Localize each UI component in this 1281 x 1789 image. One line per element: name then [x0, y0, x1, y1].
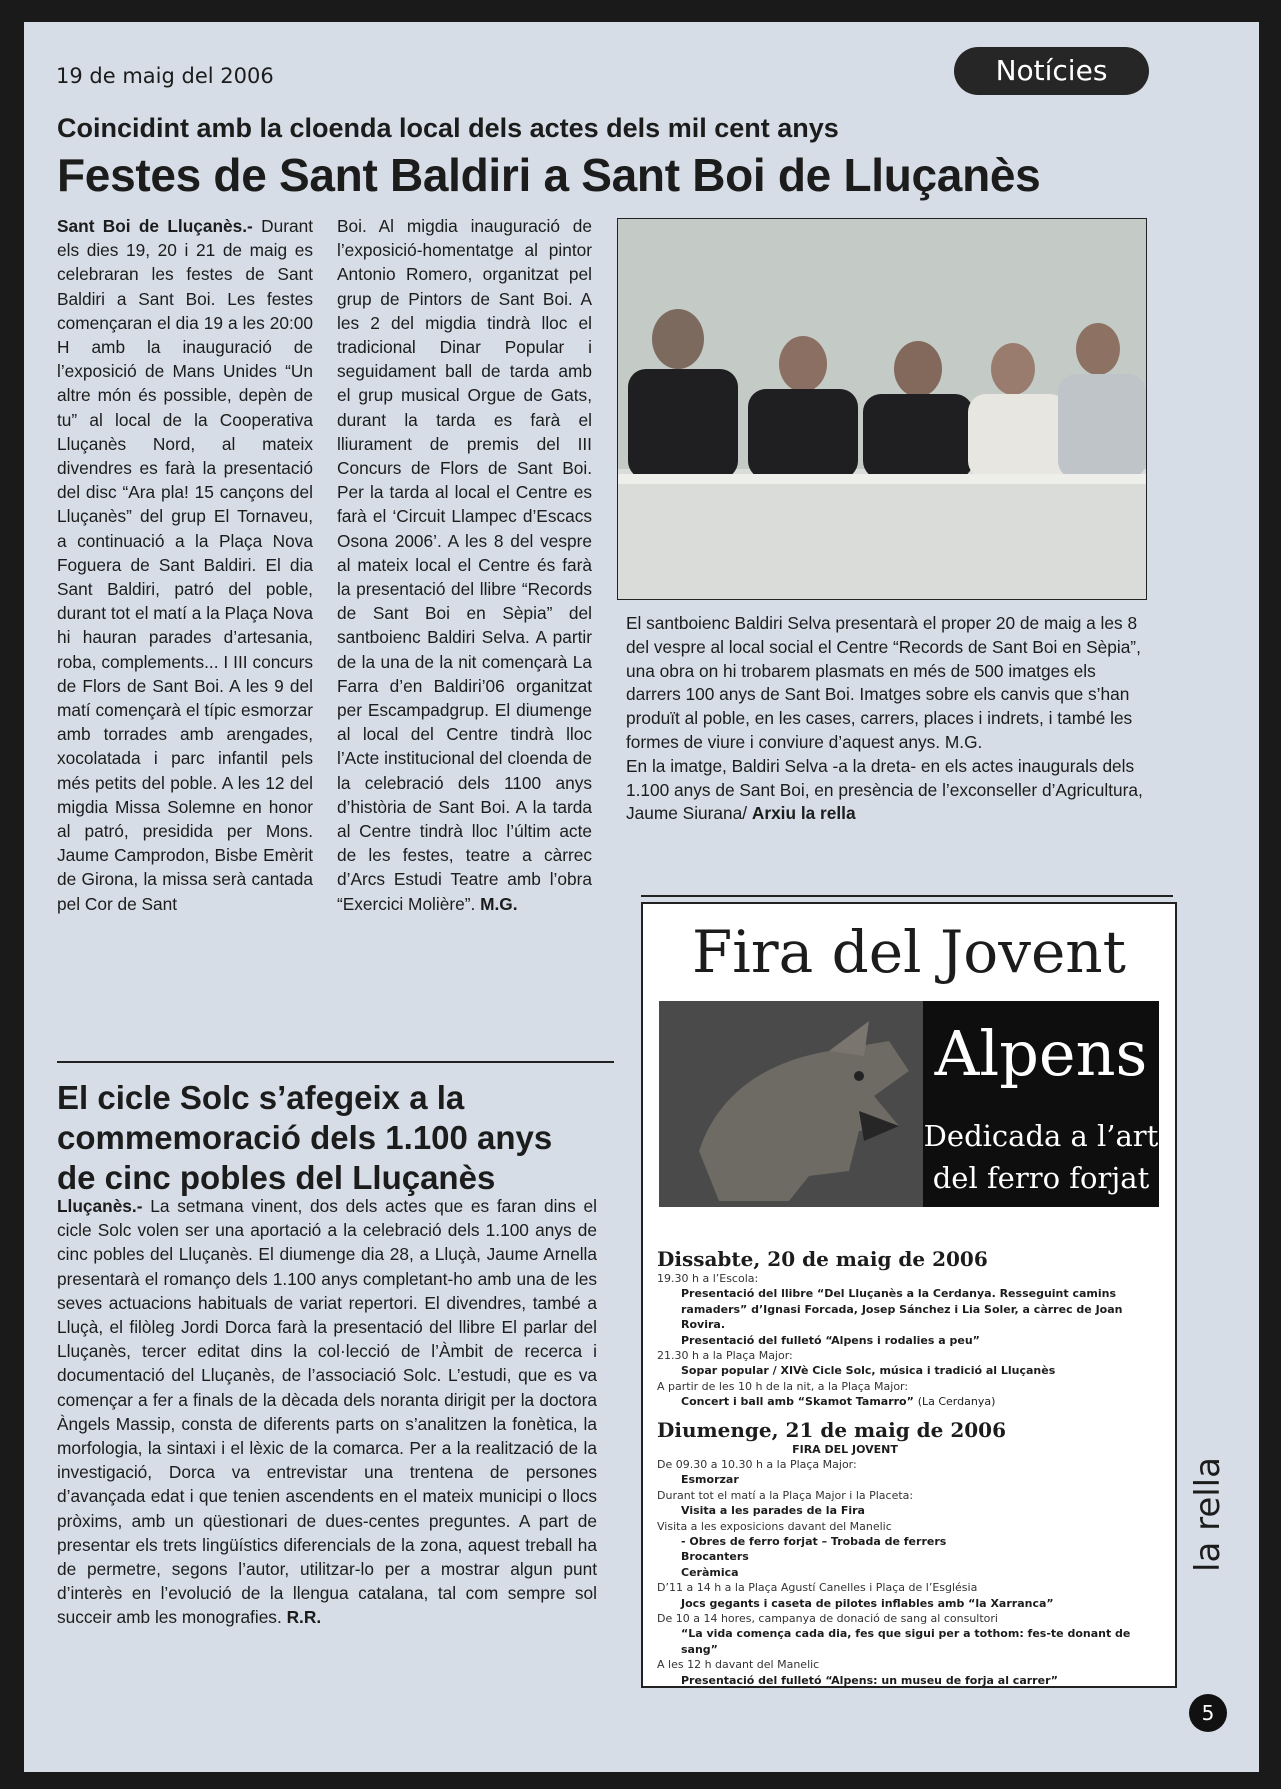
programme-event: - Obres de ferro forjat – Trobada de ferrers — [681, 1535, 947, 1549]
programme-event-text: Concert i ball amb “Skamot Tamarro” — [681, 1395, 914, 1409]
article-column-1 — [57, 214, 313, 916]
programme-time: De 09.30 a 10.30 h a la Plaça Major: — [657, 1458, 857, 1471]
programme-event: Sopar popular / XIVè Cicle Solc, música i tradició al Lluçanès — [681, 1364, 1056, 1378]
programme-event-note: (La Cerdanya) — [917, 1395, 996, 1409]
photo-caption — [626, 612, 1146, 826]
article2-body-text: La setmana vinent, dos dels actes que es faran dins el cicle Solc volen ser una aportació a la celebració dels 1.100 anys de cinc pobles del Lluçanès. El diumenge dia 28, a Lluçà, Jaume Arnella presentarà el romanço dels 1.100 anys completant-ho amb una de les seves actuacions habituals de variat repertori. El divendres, també a Lluçà, el filòleg Jordi Dorca farà la presentació del llibre El parlar del Lluçanès, tercer editat dins la col·lecció de l’Àmbit de recerca i documentació del Lluçanès, de l’associació Solc. L’estudi, que es va començar a fer a finals de la dècada dels noranta dirigit per la doctora Àngels Massip, consta de diferents parts on s’analitzen la fonètica, la morfologia, la sintaxi i el lèxic de la comarca. Per a la realització de la investigació, Dorca va entrevistar una trentena de persones d’avançada edat i que tenien ascendents en el mateix municipi o llocs pròxims, amb un qüestionari de dues-centes preguntes. A part de presentar els trets lingüístics diferencials de la zona, aquest treball ha de permetre, segons l’autor, utilitzar-lo per a mostrar algun punt d’interès en l’evolució de la llengua catalana, tal com sempre sol succeir amb les monografies. — [57, 1196, 597, 1628]
programme-event — [657, 1394, 1163, 1409]
ad-banner-line-2: del ferro forjat — [932, 1161, 1150, 1195]
article-column-2 — [337, 214, 592, 916]
programme-time: A les 12 h davant del Manelic — [657, 1658, 820, 1672]
programme-day-heading: Diumenge, 21 de maig de 2006 — [657, 1418, 1007, 1442]
article-dateline: Sant Boi de Lluçanès.- — [57, 216, 253, 236]
photo-illustration — [618, 219, 1146, 599]
ad-banner-text — [923, 1001, 1159, 1207]
article-signature: M.G. — [480, 893, 518, 914]
article2-body — [57, 1194, 597, 1630]
article-column-1-text: Durant els dies 19, 20 i 21 de maig es celebraran les festes de Sant Baldiri a Sant Boi. Les festes començaran el dia 19 a les 20:00 H amb la inauguració de l’exposició de Mans Unides “Un altre món és possible, depèn de tu” al local de la Cooperativa Lluçanès Nord, al mateix divendres es farà la presentació del disc “Ara pla! 15 cançons del Lluçanès” del grup El Tornaveu, a continuació a la Plaça Nova Foguera de Sant Baldiri. El dia Sant Baldiri, patró del poble, durant tot el matí a la Plaça Nova hi hauran parades d’artesania, roba, complements... I III concurs de Flors de Sant Boi. A les 9 del matí començarà el típic esmorzar amb torrades amb arengades, xocolatada i parc infantil pels més petits del poble. A les 12 del migdia Missa Solemne en honor al patró, presidida per Mons. Jaume Camprodon, Bisbe Emèrit de Girona, la missa serà cantada pel Cor de Sant — [57, 216, 314, 914]
ad-banner-title: Alpens — [934, 1017, 1148, 1090]
fair-advertisement — [641, 902, 1177, 1688]
programme-time: Visita a les exposicions davant del Manelic — [657, 1519, 892, 1533]
ad-banner-subtitle — [923, 1115, 1159, 1199]
programme-sunday — [657, 1418, 1163, 1688]
programme-event: Ceràmica — [681, 1565, 739, 1579]
programme-time: 19.30 h a l’Escola: — [657, 1272, 759, 1285]
article-headline: Festes de Sant Baldiri a Sant Boi de Lluçanès — [57, 149, 1041, 201]
ad-banner — [659, 1001, 1159, 1207]
programme-event: “La vida comença cada dia, fes que sigui per a tothom: fes-te donant de sang” — [681, 1627, 1131, 1656]
programme-subheading: FIRA DEL JOVENT — [792, 1443, 898, 1456]
photo-caption-text: El santboienc Baldiri Selva presentarà el proper 20 de maig a les 8 del vespre al local social el Centre “Records de Sant Boi en Sèpia”, una obra on hi trobarem plasmats en més de 500 imatges els darrers 100 anys de Sant Boi. Imatges sobre els canvis que s’han produït al poble, en les cases, carrers, places i indrets, i també les formes de viure i conviure d’aquest anys. M.G. — [626, 613, 1141, 752]
programme-event: Brocanters — [681, 1550, 749, 1564]
ad-title: Fira del Jovent — [692, 918, 1126, 986]
programme-event: Jocs gegants i caseta de pilotes inflables amb “la Xarranca” — [681, 1596, 1054, 1610]
issue-date: 19 de maig del 2006 — [56, 64, 274, 88]
programme-time: Durant tot el matí a la Plaça Major i la Placeta: — [657, 1488, 914, 1502]
programme-event: Esmorzar — [681, 1473, 739, 1487]
article2-signature: R.R. — [286, 1607, 322, 1628]
iron-wolf-sculpture-image — [659, 1001, 923, 1207]
article2-headline: El cicle Solc s’afegeix a la commemoració dels 1.100 anys de cinc pobles del Lluçanès — [57, 1079, 553, 1196]
programme-event: Presentació del fulletó “Alpens i rodalies a peu” — [681, 1333, 980, 1347]
publication-brand: la rella — [1188, 1457, 1228, 1572]
article2-dateline: Lluçanès.- — [57, 1196, 143, 1216]
programme-day-heading: Dissabte, 20 de maig de 2006 — [657, 1247, 988, 1271]
programme-time: 21.30 h a la Plaça Major: — [657, 1349, 793, 1363]
press-conference-photo — [617, 218, 1147, 600]
article-kicker: Coincidint amb la cloenda local dels actes dels mil cent anys — [57, 113, 839, 143]
programme-time: De 10 a 14 hores, campanya de donació de sang al consultori — [657, 1612, 998, 1626]
section-divider — [57, 1061, 614, 1063]
programme-time: D’11 a 14 h a la Plaça Agustí Canelles i Plaça de l’Església — [657, 1581, 978, 1595]
programme-time: A partir de les 10 h de la nit, a la Plaça Major: — [657, 1379, 909, 1393]
section-badge: Notícies — [954, 47, 1149, 95]
ad-divider — [641, 895, 1173, 897]
programme-event: Presentació del llibre “Del Lluçanès a la Cerdanya. Resseguint camins ramaders” d’Ignasi Forcada, Josep Sánchez i Lia Soler, a càrrec de Joan Rovira. — [681, 1287, 1123, 1332]
photo-caption-text-2: En la imatge, Baldiri Selva -a la dreta- en els actes inaugurals dels 1.100 anys de Sant Boi, en presència de l’exconseller d’Agricultura, Jaume Siurana/ — [626, 755, 1143, 824]
programme-event: Presentació del fulletó “Alpens: un museu de forja al carrer” — [681, 1673, 1058, 1687]
page-number: 5 — [1189, 1694, 1227, 1732]
ad-banner-line-1: Dedicada a l’art — [923, 1119, 1159, 1153]
article-column-2-text: Boi. Al migdia inauguració de l’exposició-homentatge al pintor Antonio Romero, organitzat pel grup de Pintors de Sant Boi. A les 2 del migdia tindrà lloc el tradicional Dinar Popular i seguidament ball de tarda amb el grup musical Orgue de Gats, durant la tarda es farà el lliurament de premis del III Concurs de Flors de Sant Boi. Per la tarda al local el Centre es farà el ‘Circuit Llampec d’Escacs Osona 2006’. A les 8 del vespre al mateix local el Centre és farà la presentació del llibre “Records de Sant Boi en Sèpia” del santboienc Baldiri Selva. A partir de la una de la nit començarà La Farra d’en Baldiri’06 organitzat per Escampadgrup. El diumenge al local del Centre tindrà lloc l’Acte institucional del cloenda de la celebració dels 1100 anys d’història de Sant Boi. A la tarda al Centre tindrà lloc l’últim acte de les festes, teatre a càrrec d’Arcs Estudi Teatre amb l’obra “Exercici Molière”. — [337, 216, 592, 914]
programme-event: Visita a les parades de la Fira — [681, 1504, 865, 1518]
programme-saturday — [657, 1247, 1163, 1410]
photo-credit: Arxiu la rella — [751, 803, 856, 824]
